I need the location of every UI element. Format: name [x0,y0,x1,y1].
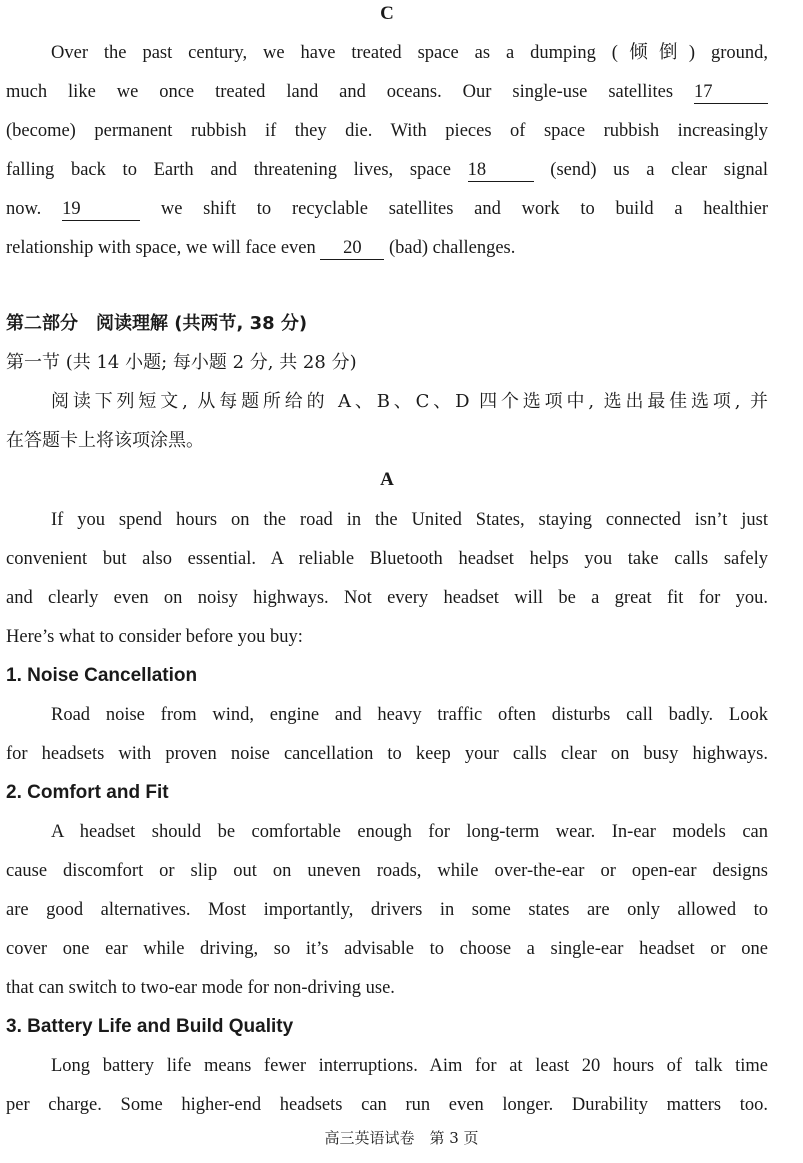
passage-a-p1-line-2: convenient but also essential. A reliable Bluetooth headset helps you take calls safely [6,549,768,569]
subheading-comfort-fit: 2. Comfort and Fit [6,782,169,803]
battery-line-2: per charge. Some higher-end headsets can run even longer. Durability matters too. [6,1095,768,1115]
passage-c-line-3: (become) permanent rubbish if they die. With pieces of space rubbish increasingly [6,121,768,141]
part-2-heading: 第二部分 阅读理解 (共两节, 38 分) [6,313,308,334]
passage-a-p1-line-3: and clearly even on noisy highways. Not every headset will be a great fit for you. [6,588,768,608]
passage-a-p1-line-4: Here’s what to consider before you buy: [6,627,303,647]
passage-c-line-1: Over the past century, we have treated space as a dumping (倾倒) ground, [51,43,768,63]
blank-19: 19 [62,199,140,221]
passage-c-line-5-post: we shift to recyclable satellites and work to build a healthier [160,199,768,219]
battery-line-1: Long battery life means fewer interruptions. Aim for at least 20 hours of talk time [51,1056,768,1076]
instruction-line-2: 在答题卡上将该项涂黑。 [6,430,204,451]
comfort-line-1: A headset should be comfortable enough for long-term wear. In-ear models can [51,822,768,842]
passage-c-line-5-pre: now. [6,199,42,219]
passage-c-line-5 [6,197,768,221]
noise-line-2: for headsets with proven noise cancellation to keep your calls clear on busy highways. [6,744,768,764]
comfort-line-2: cause discomfort or slip out on uneven roads, while over-the-ear or open-ear designs [6,861,768,881]
passage-c-title: C [380,3,394,24]
passage-c-line-6-post: (bad) challenges. [389,238,516,258]
noise-line-1: Road noise from wind, engine and heavy traffic often disturbs call badly. Look [51,705,768,725]
subheading-battery-build: 3. Battery Life and Build Quality [6,1016,294,1037]
blank-17: 17 [694,82,768,104]
passage-c-line-6 [6,236,768,260]
comfort-line-3: are good alternatives. Most importantly, drivers in some states are only allowed to [6,900,768,920]
comfort-line-5: that can switch to two-ear mode for non-driving use. [6,978,395,998]
passage-c-line-6-pre: relationship with space, we will face even [6,238,316,258]
passage-c-line-2-text: much like we once treated land and oceans. Our single-use satellites [6,82,674,102]
blank-20: 20 [320,238,384,260]
page-footer: 高三英语试卷 第 3 页 [324,1129,479,1147]
instruction-line-1: 阅读下列短文, 从每题所给的 A、B、C、D 四个选项中, 选出最佳选项, 并 [51,391,768,412]
passage-a-p1-line-1: If you spend hours on the road in the United States, staying connected isn’t just [51,510,768,530]
subheading-noise-cancellation: 1. Noise Cancellation [6,665,198,686]
passage-c-line-2 [6,80,768,104]
blank-18: 18 [468,160,534,182]
passage-c-line-4 [6,158,768,182]
section-1-heading: 第一节 (共 14 小题; 每小题 2 分, 共 28 分) [6,352,357,373]
comfort-line-4: cover one ear while driving, so it’s advisable to choose a single-ear headset or one [6,939,768,959]
passage-a-title: A [380,469,394,490]
passage-c-line-4-post: (send) us a clear signal [550,160,768,180]
passage-c-line-4-pre: falling back to Earth and threatening lives, space [6,160,451,180]
